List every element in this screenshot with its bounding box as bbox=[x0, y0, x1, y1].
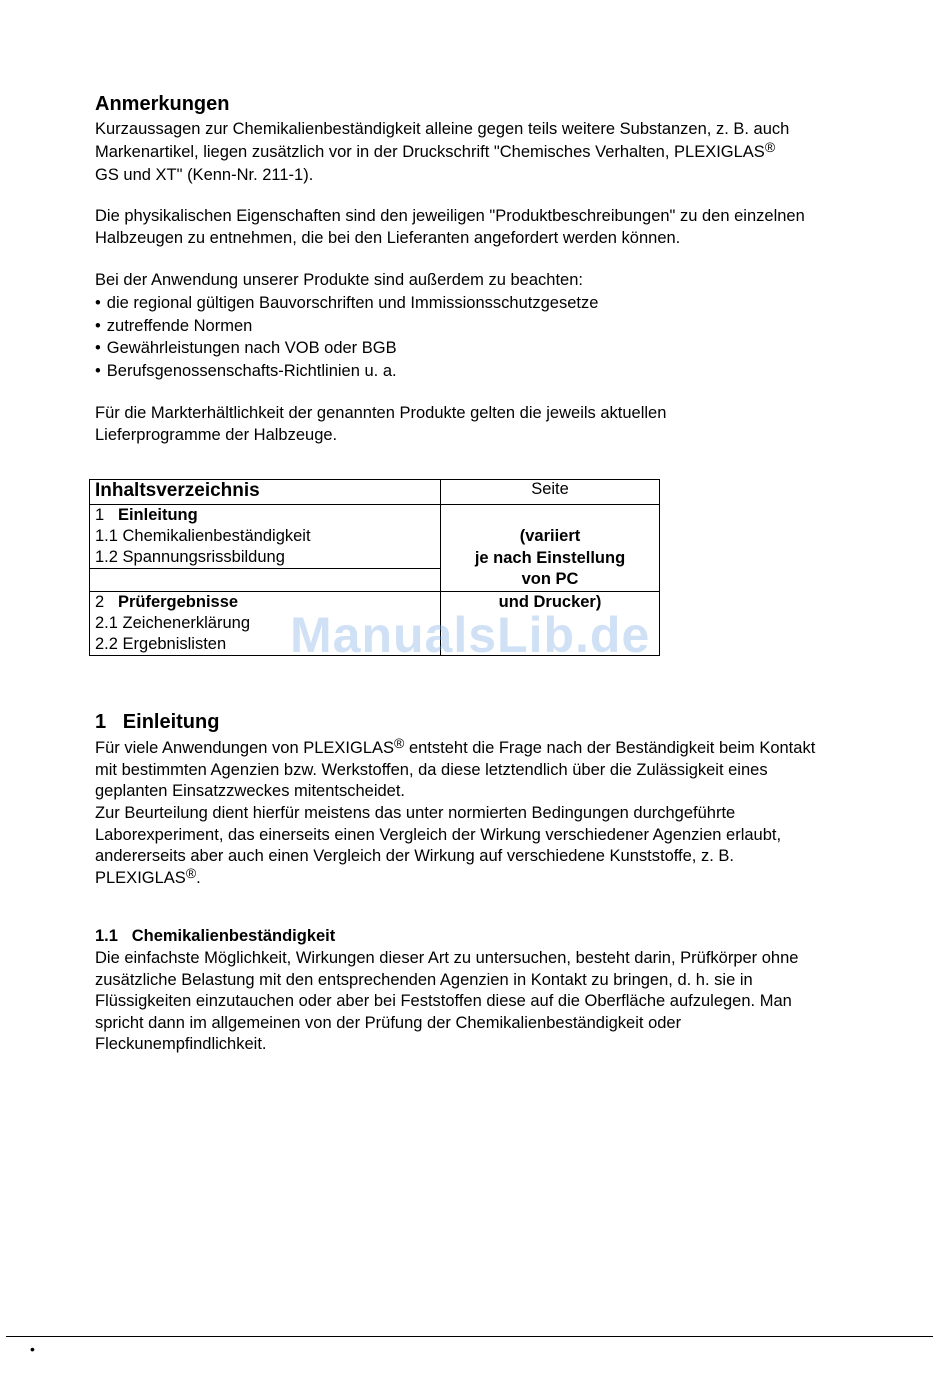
toc-item: 2.1 Zeichenerklärung bbox=[95, 613, 251, 632]
einleitung-heading bbox=[95, 711, 219, 734]
chemikalien-heading-number: 1.1 bbox=[95, 927, 118, 945]
einleitung-para1-text-b: entsteht die Frage nach der Beständigkeit beim Kontakt mit bestimmten Agenzien bzw. Werkstoffen, da diese letztendlich über die Zulässigkeit eines geplanten Einsatzzweckes mitentscheidet. bbox=[95, 739, 816, 800]
registered-mark: ® bbox=[764, 139, 776, 155]
toc-page-note-continued bbox=[441, 591, 660, 655]
toc-page-note-line: und Drucker) bbox=[498, 592, 602, 611]
footer-divider bbox=[6, 1336, 933, 1337]
anmerkungen-paragraph-1 bbox=[95, 118, 885, 187]
anmerkungen-para1-line3: GS und XT" (Kenn-Nr. 211-1). bbox=[95, 166, 314, 184]
toc-section-2-title: Prüfergebnisse bbox=[117, 592, 239, 611]
toc-page-header: Seite bbox=[441, 480, 660, 505]
anmerkungen-heading: Anmerkungen bbox=[95, 93, 230, 115]
toc-section-1-number: 1 bbox=[95, 506, 105, 524]
registered-mark: ® bbox=[394, 735, 405, 751]
anmerkungen-paragraph-2: Die physikalischen Eigenschaften sind den jeweiligen "Produktbeschreibungen" zu den einzelnen Halbzeugen zu entnehmen, die bei den Lieferanten angefordert werden können. bbox=[95, 207, 805, 247]
anmerkungen-para1-line2: Markenartikel, liegen zusätzlich vor in der Druckschrift "Chemisches Verhalten, PLEXIGLAS bbox=[95, 143, 765, 161]
anmerkungen-paragraph-3-intro: Bei der Anwendung unserer Produkte sind außerdem zu beachten: bbox=[95, 271, 583, 289]
chemikalien-heading-title: Chemikalienbeständigkeit bbox=[131, 927, 336, 945]
toc-spacer-cell bbox=[90, 569, 441, 591]
list-item: • die regional gültigen Bauvorschriften und Immissionsschutzgesetze bbox=[95, 292, 598, 315]
toc-page-note-line: (variiert bbox=[519, 527, 581, 545]
einleitung-paragraph-1 bbox=[95, 735, 840, 803]
einleitung-heading-number: 1 bbox=[95, 711, 107, 733]
registered-mark: ® bbox=[185, 864, 197, 881]
einleitung-para1-text-a: Für viele Anwendungen von PLEXIGLAS bbox=[95, 739, 395, 757]
chemikalien-heading bbox=[95, 927, 335, 946]
list-item: • Berufsgenossenschafts-Richtlinien u. a. bbox=[95, 360, 598, 383]
chemikalien-paragraph: Die einfachste Möglichkeit, Wirkungen dieser Art zu untersuchen, besteht darin, Prüfkörper ohne zusätzliche Belastung mit den entsprechenden Agenzien in Kontakt zu bringen, d. h. sie in Flüssigkeiten einzutauchen oder aber bei Feststoffen diese auf die Oberfläche aufzulegen. Man spricht dann im allgemeinen von der Prüfung der Chemikalienbeständigkeit oder Fleckunempfindlichkeit. bbox=[95, 949, 799, 1053]
toc-item: 2.2 Ergebnislisten bbox=[95, 634, 227, 653]
footer-bullet: • bbox=[30, 1341, 35, 1357]
watermark: ManualsLib.de bbox=[290, 607, 651, 663]
toc-section-2 bbox=[90, 591, 441, 655]
toc-title: Inhaltsverzeichnis bbox=[90, 480, 441, 505]
anmerkungen-para1-line1: Kurzaussagen zur Chemikalienbeständigkeit alleine gegen teils weitere Substanzen, z. B. auch bbox=[95, 120, 790, 138]
toc-item: 1.1 Chemikalienbeständigkeit bbox=[95, 527, 311, 545]
anmerkungen-paragraph-4: Für die Markterhältlichkeit der genannten Produkte gelten die jeweils aktuellen Lieferprogramme der Halbzeuge. bbox=[95, 404, 667, 444]
einleitung-paragraph-2 bbox=[95, 803, 840, 889]
einleitung-heading-title: Einleitung bbox=[122, 711, 220, 733]
toc-section-2-number: 2 bbox=[95, 592, 105, 611]
toc-page-note-line: je nach Einstellung bbox=[474, 548, 626, 567]
requirements-list bbox=[95, 292, 598, 382]
toc-item: 1.2 Spannungsrissbildung bbox=[95, 548, 285, 566]
table-of-contents bbox=[89, 479, 660, 656]
einleitung-para2-text-a: Zur Beurteilung dient hierfür meistens das unter normierten Bedingungen durchgeführte Laborexperiment, das einerseits einen Vergleich der Wirkung verschiedener Agenzien erlaubt, andererseits aber auch einen Vergleich der Wirkung auf verschiedene Kunststoffe, z. B. PLEXIGLAS bbox=[95, 804, 782, 887]
toc-section-1 bbox=[90, 505, 441, 569]
toc-page-note bbox=[441, 505, 660, 592]
toc-section-1-title: Einleitung bbox=[117, 506, 198, 524]
list-item: • zutreffende Normen bbox=[95, 315, 598, 338]
einleitung-para2-text-b: . bbox=[196, 868, 201, 887]
list-item: • Gewährleistungen nach VOB oder BGB bbox=[95, 337, 598, 360]
toc-page-note-line: von PC bbox=[521, 570, 579, 588]
